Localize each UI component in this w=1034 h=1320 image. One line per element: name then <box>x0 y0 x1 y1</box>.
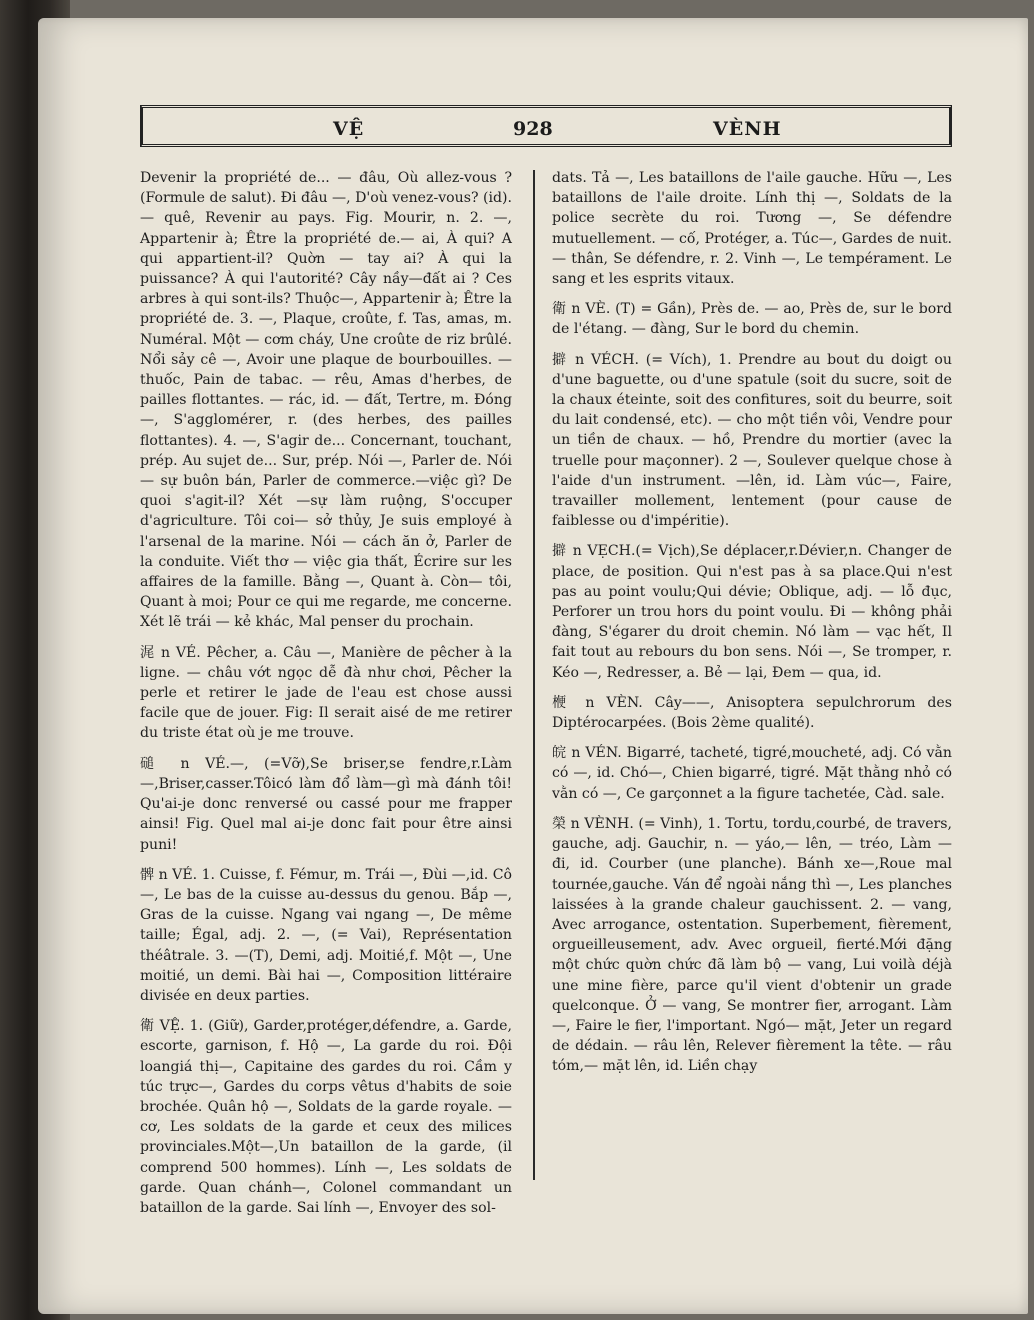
entry-ve-garder: 衛 VỆ. 1. (Giữ), Garder,protéger,défendre, a. Garde, escorte, garnison, f. Hộ —, La garde du roi. Đội loangiá thị—, Capitaine des gardes du roi. Cầm y túc trực—, Gardes du corps vêtus d'habits de soie brochée. Quân hộ —, Soldats de la garde royale. — cơ, Les soldats de la garde et ceux des milices provinciales.Một—,Un bataillon de la garde, (il comprend 500 hommes). Lính —, Les soldats de garde. Quan chánh—, Colonel commandant un bataillon de la garde. Sai lính —, Envoyer des sol- <box>140 1018 512 1216</box>
running-header <box>140 105 952 147</box>
header-right-word: VÈNH <box>713 118 782 140</box>
column-divider <box>533 170 535 1180</box>
entry-ven-bigarre: 皖 n VÉN. Bigarré, tacheté, tigré,moucheté, adj. Có vằn có —, id. Chó—, Chien bigarré, tigré. Mặt thằng nhỏ có vằn có —, Ce garçonnet a la figure tachetée, Càd. sale. <box>552 745 952 802</box>
entry-ve-cuisse: 髀 n VÉ. 1. Cuisse, f. Fémur, m. Trái —, Đùi —,id. Cô—, Le bas de la cuisse au-dessus du genou. Bắp —, Gras de la cuisse. Ngang vai ngang —, De même taille; Égal, adj. 2. —, (= Vai), Représentation théâtrale. 3. —(T), Demi, adj. Moitié,f. Một —, Une moitié, un demi. Bài hai —, Composition littéraire divisée en deux parties. <box>140 866 512 1004</box>
entry-ve-garder-continuation: dats. Tả —, Les bataillons de l'aile gauche. Hữu —, Les bataillons de l'aile droite. Lính thị —, Soldats de la police secrète du roi. Tương —, Se défendre mutuellement. — cố, Protéger, a. Túc—, Gardes de nuit. — thân, Se défendre, r. 2. Vinh —, Le tempérament. Le sang et les esprits vitaux. <box>552 170 952 288</box>
entry-ve-continuation: Devenir la propriété de... — đâu, Où allez-vous ? (Formule de salut). Đi đâu —, D'où venez-vous? (id). — quê, Revenir au pays. Fig. Mourir, n. 2. —, Appartenir à; Être la propriété de.— ai, À qui? A qui appartient-il? Quờn — tay ai? À qui la puissance? À qui l'autorité? Cây nầy—đất ai ? Ces arbres à qui sont-ils? Thuộc—, Appartenir à; Être la propriété de. 3. —, Plaque, croûte, f. Tas, amas, m. Numéral. Một — cơm cháy, Une croûte de riz brûlé. Nổi sảy cê —, Avoir une plaque de bourbouilles. —thuốc, Pain de tabac. — rêu, Amas d'herbes, de pailles flottantes. — rác, id. — đất, Tertre, m. Đóng —, S'agglomérer, r. (des herbes, des pailles flottantes). 4. —, S'agir de... Concernant, touchant, prép. Au sujet de... Sur, prép. Nói —, Parler de. Nói — sự buôn bán, Parler de commerce.—việc gì? De quoi s'agit-il? Xét —sự làm ruộng, S'occuper d'agriculture. Tôi coi— sở thủy, Je suis employé à l'arsenal de la marine. Nói — cách ăn ở, Parler de la conduite. Viết thơ — việc gia thất, Écrire sur les affaires de la famille. Bằng —, Quant à. Còn— tôi, Quant à moi; Pour ce qui me regarde, me concerne. Xét lẽ trái — kẻ khác, Mal penser du prochain. <box>140 170 513 631</box>
left-column <box>140 168 512 1218</box>
entry-ve-pres-de: 衛 n VÈ. (T) = Gần), Près de. — ao, Près de, sur le bord de l'étang. — đàng, Sur le bord du chemin. <box>552 301 952 338</box>
entry-ven-anisoptera: 楩 n VÈN. Cây——, Anisoptera sepulchrorum des Diptérocarpées. (Bois 2ème qualité). <box>552 694 952 732</box>
page-number: 928 <box>513 118 553 140</box>
entry-ve-pecher: 浘 n VÉ. Pêcher, a. Câu —, Manière de pêcher à la ligne. — châu vớt ngọc dễ đà như chơi, Pêcher la perle et retirer le jade de l'eau est chose aussi facile que de jouer. Fig: Il serait aisé de me retirer du triste état où je me trouve. <box>140 644 512 742</box>
right-column <box>552 168 952 1077</box>
entry-ve-briser: 磓 n VÉ.—, (=Vỡ),Se briser,se fendre,r.Làm —,Briser,casser.Tôicó làm đổ làm—gì mà đánh tôi! Qu'ai-je donc renversé ou cassé pour me frapper ainsi! Fig. Quel mal ai-je donc fait pour être ainsi puni! <box>140 755 512 853</box>
header-left-word: VỆ <box>333 118 365 140</box>
entry-venh-tortu: 榮 n VÈNH. (= Vinh), 1. Tortu, tordu,courbé, de travers, gauche, adj. Gauchir, n. — yáo,— lên, — tréo, Làm — đi, id. Courber (une planche). Bánh xe—,Roue mal tournée,gauche. Ván để ngoài nắng thì —, Les planches laissées à la grande chaleur gauchissent. 2. — vang, Avec arrogance, ostentation. Superbement, fièrement, orgueilleusement, adv. Avec orgueil, fierté.Mới đặng một chức quờn chức đã làm bộ — vang, Lui voilà déjà une mine fière, parce qu'il vient d'obtenir un grade quelconque. Ở — vang, Se montrer fier, arrogant. Làm —, Faire le fier, l'important. Ngó— mặt, Jeter un regard de dédain. — râu lên, Relever fièrement la tête. — râu tóm,— mặt lên, id. Liền chạy <box>552 815 952 1075</box>
entry-vech-deplacer: 擗 n VẸCH.(= Vịch),Se déplacer,r.Dévier,n. Changer de place, de position. Qui n'est pas à sa place.Qui n'est pas au point voulu;Qui dévie; Oblique, adj. — lỗ đục, Perforer un trou hors du point voulu. Đi — không phải đàng, S'égarer du droit chemin. Nó làm — vạc hết, Il fait tout au rebours du bon sens. Nói —, Se tromper, r. Kéo —, Redresser, a. Bẻ — lại, Đem — qua, id. <box>552 543 952 681</box>
entry-vech-prendre: 擗 n VÉCH. (= Vích), 1. Prendre au bout du doigt ou d'une baguette, ou d'une spatule (soit du sucre, soit de la chaux éteinte, soit des confitures, soit du beurre, soit du lait condensé, etc). — cho một tiền vôi, Vendre pour un tiền de chaux. — hồ, Prendre du mortier (avec la truelle pour maçonner). 2 —, Soulever quelque chose à l'aide d'un instrument. —lên, id. Làm vúc—, Faire, travailler mollement, lentement (pour cause de faiblesse ou d'impéritie). <box>552 351 952 530</box>
